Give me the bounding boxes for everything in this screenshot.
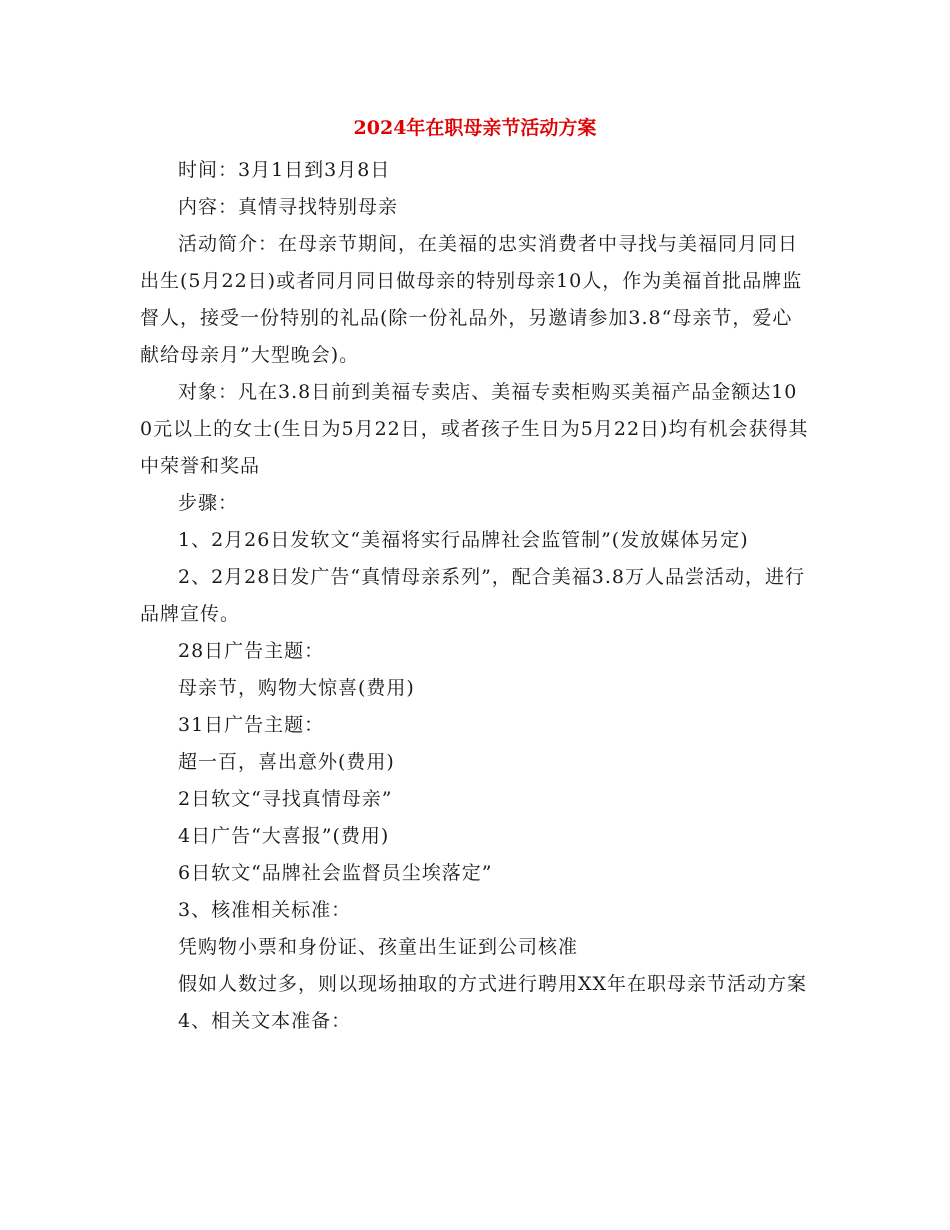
- paragraph-step-1: 1、2月26日发软文“美福将实行品牌社会监管制”(发放媒体另定): [178, 529, 749, 551]
- paragraph-step-2: 2、2月28日发广告“真情母亲系列”，配合美福3.8万人品尝活动，进行品牌宣传。: [140, 566, 805, 625]
- paragraph-time: 时间：3月1日到3月8日: [178, 159, 391, 181]
- paragraph-ad-theme-28: 28日广告主题：: [178, 640, 325, 662]
- document-title: 2024年在职母亲节活动方案: [353, 117, 597, 139]
- paragraph-step-3: 3、核准相关标准：: [178, 899, 352, 921]
- paragraph-ad-31-text: 超一百，喜出意外(费用): [178, 751, 395, 773]
- paragraph-content: 内容：真情寻找特别母亲: [178, 196, 399, 218]
- paragraph-verification: 凭购物小票和身份证、孩童出生证到公司核准: [178, 936, 579, 958]
- paragraph-lottery: 假如人数过多，则以现场抽取的方式进行聘用XX年在职母亲节活动方案: [178, 973, 808, 995]
- paragraph-ad-28-text: 母亲节，购物大惊喜(费用): [178, 677, 415, 699]
- paragraph-step-4: 4、相关文本准备：: [178, 1010, 352, 1032]
- paragraph-softtext-6: 6日软文“品牌社会监督员尘埃落定”: [178, 862, 493, 884]
- paragraph-intro: 活动简介：在母亲节期间，在美福的忠实消费者中寻找与美福同月同日出生(5月22日)或者同月同日做母亲的特别母亲10人，作为美福首批品牌监督人，接受一份特别的礼品(除一份礼品外，另邀请参加3.8“母亲节，爱心献给母亲月”大型晚会)。: [140, 233, 803, 366]
- paragraph-target: 对象：凡在3.8日前到美福专卖店、美福专卖柜购买美福产品金额达100元以上的女士(生日为5月22日，或者孩子生日为5月22日)均有机会获得其中荣誉和奖品: [140, 381, 809, 477]
- paragraph-steps-heading: 步骤：: [178, 492, 239, 514]
- paragraph-ad-theme-31: 31日广告主题：: [178, 714, 325, 736]
- paragraph-ad-4: 4日广告“大喜报”(费用): [178, 825, 390, 847]
- paragraph-softtext-2: 2日软文“寻找真情母亲”: [178, 788, 393, 810]
